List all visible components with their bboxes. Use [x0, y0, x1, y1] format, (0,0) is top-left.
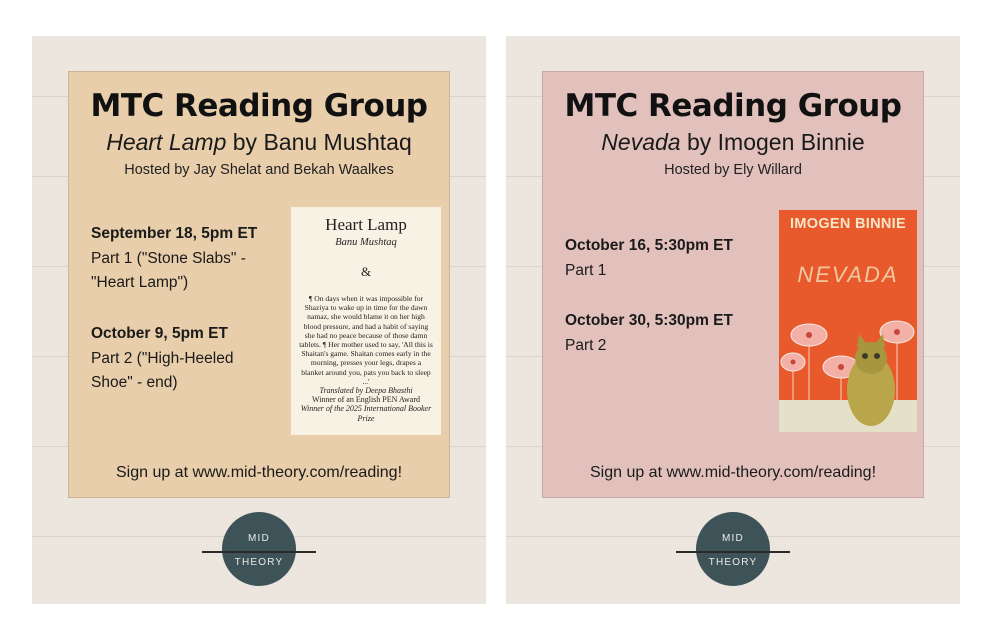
mid-theory-logo [696, 512, 770, 586]
logo-line [676, 551, 790, 553]
event-title: MTC Reading Group [90, 88, 428, 124]
cover-blurb: ¶ On days when it was impossible for Shaziya to wake up in time for the dawn namaz, she would blame it on her high blood pressure, and had a habit of saying she had no peace because of those damn tablets. ¶ Her mother used to say, 'All this is Shaitan's game. Shaitan comes early in the morning, presses your legs, drapes a blanket around you, pats you back to sleep ...' [299, 294, 433, 386]
cover-title: NEVADA [797, 262, 899, 287]
logo-text-bottom: THEORY [234, 557, 284, 568]
logo-text-bottom: THEORY [708, 557, 758, 568]
poster-nevada [506, 36, 960, 604]
session-part: "Heart Lamp") [91, 274, 189, 291]
event-panel [542, 71, 924, 498]
logo-text-top: MID [722, 533, 744, 544]
cover-illustration [779, 210, 917, 432]
hosts: Hosted by Ely Willard [664, 162, 802, 178]
session-1 [565, 237, 733, 283]
session-date: October 9, 5pm ET [91, 325, 228, 342]
logo-text-top: MID [248, 533, 270, 544]
session-part: Part 1 [565, 262, 607, 279]
signup-text: Sign up at www.mid-theory.com/reading! [115, 464, 403, 481]
cover-title: Heart Lamp [325, 215, 407, 234]
session-part: Part 2 ("High-Heeled [91, 350, 234, 367]
session-date: October 30, 5:30pm ET [565, 312, 733, 329]
flower-icon [781, 321, 914, 378]
logo-line [202, 551, 316, 553]
cover-prize: Winner of the 2025 International Booker Prize [300, 404, 432, 423]
book-line [69, 129, 449, 156]
cover-award: Winner of an English PEN Award [311, 395, 421, 405]
session-date: October 16, 5:30pm ET [565, 237, 733, 254]
cat-illustration-icon [847, 334, 895, 426]
book-author: by Imogen Binnie [680, 129, 865, 155]
session-2 [565, 312, 733, 358]
signup-text: Sign up at www.mid-theory.com/reading! [589, 464, 877, 481]
book-cover-heart-lamp [291, 207, 441, 435]
ornament-icon: & [360, 264, 372, 279]
mid-theory-logo [222, 512, 296, 586]
cover-translator: Translated by Deepa Bhasthi [319, 386, 413, 396]
event-title: MTC Reading Group [564, 88, 902, 124]
cover-author: Banu Mushtaq [335, 237, 397, 248]
session-part: Part 2 [565, 337, 607, 354]
poster-heart-lamp [32, 36, 486, 604]
session-part: Shoe" - end) [91, 374, 178, 391]
session-part: Part 1 ("Stone Slabs" - [91, 250, 246, 267]
book-title: Heart Lamp [106, 129, 227, 155]
book-cover-nevada [779, 210, 917, 432]
session-date: September 18, 5pm ET [91, 225, 258, 242]
hosts: Hosted by Jay Shelat and Bekah Waalkes [124, 162, 394, 178]
session-1 [91, 225, 257, 295]
session-2 [91, 325, 233, 395]
event-panel [68, 71, 450, 498]
book-title: Nevada [601, 129, 681, 155]
cover-author: IMOGEN BINNIE [790, 216, 906, 232]
book-line [543, 129, 923, 156]
book-author: by Banu Mushtaq [226, 129, 412, 155]
